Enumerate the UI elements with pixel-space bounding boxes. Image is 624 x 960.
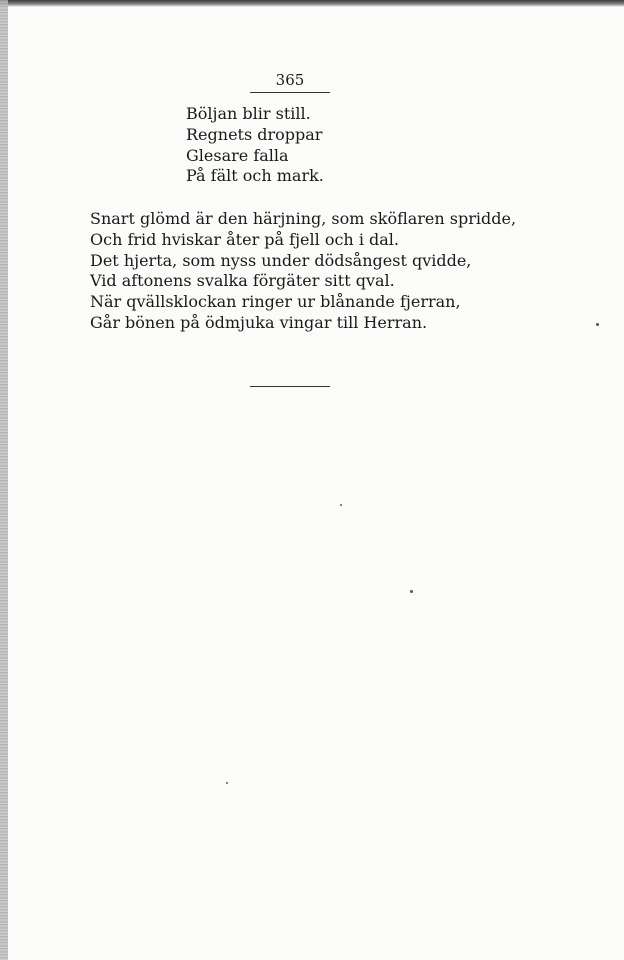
poem-line: Böljan blir still. xyxy=(186,104,311,123)
scan-top-edge xyxy=(0,0,624,7)
poem-line: Snart glömd är den härjning, som sköflaren spridde, xyxy=(90,209,517,228)
page-number: 365 xyxy=(275,71,305,89)
poem-stanza-2 xyxy=(90,209,516,334)
paper-speck xyxy=(340,504,342,506)
paper-speck xyxy=(410,590,413,593)
poem-line: Vid aftonens svalka förgäter sitt qval. xyxy=(90,271,395,291)
page-number-rule xyxy=(250,92,330,93)
poem-stanza-1 xyxy=(186,104,324,187)
poem-line: Glesare falla xyxy=(186,145,289,165)
poem-line: Det hjerta, som nyss under dödsångest qvidde, xyxy=(90,250,472,270)
paper-speck xyxy=(596,323,599,326)
poem-line: På fält och mark. xyxy=(186,166,324,186)
poem-line: Och frid hviskar åter på fjell och i dal. xyxy=(90,229,400,249)
scan-binding-edge xyxy=(0,0,8,960)
end-rule xyxy=(250,386,330,387)
poem-line: Regnets droppar xyxy=(186,124,323,144)
poem-line: Går bönen på ödmjuka vingar till Herran. xyxy=(90,312,428,332)
poem-line: När qvällsklockan ringer ur blånande fjerran, xyxy=(90,292,461,312)
paper-speck xyxy=(226,782,228,784)
